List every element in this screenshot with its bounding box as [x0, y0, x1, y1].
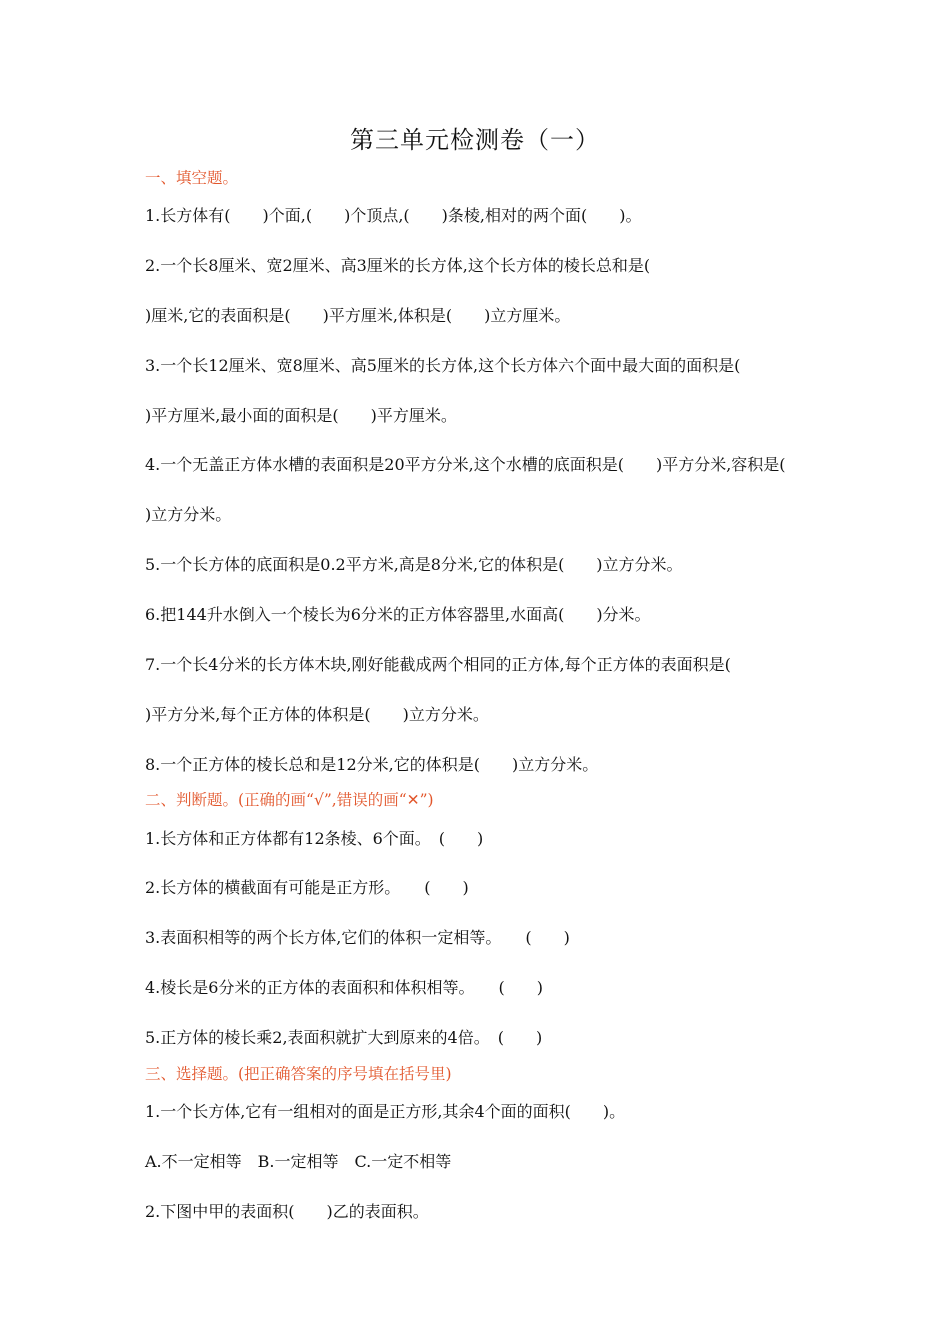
- section-heading-true-false: 二、判断题。(正确的画“√”,错误的画“✕”): [145, 791, 434, 809]
- section-heading-fill-in: 一、填空题。: [145, 169, 239, 187]
- choice-options: A.不一定相等 B.一定相等 C.一定不相等: [145, 1152, 452, 1171]
- question-line: 4.一个无盖正方体水槽的表面积是20平方分米,这个水槽的底面积是( )平方分米,容积是(: [145, 455, 786, 474]
- question-line: 3.表面积相等的两个长方体,它们的体积一定相等。 ( ): [145, 928, 570, 947]
- question-line: 4.棱长是6分米的正方体的表面积和体积相等。 ( ): [145, 978, 543, 997]
- question-line: )立方分米。: [145, 505, 232, 524]
- question-line: 5.正方体的棱长乘2,表面积就扩大到原来的4倍。 ( ): [145, 1028, 543, 1047]
- question-line: 1.一个长方体,它有一组相对的面是正方形,其余4个面的面积( )。: [145, 1102, 626, 1121]
- section-heading-multiple-choice: 三、选择题。(把正确答案的序号填在括号里): [145, 1065, 452, 1083]
- question-line: )平方分米,每个正方体的体积是( )立方分米。: [145, 705, 489, 724]
- page-title: 第三单元检测卷（一）: [350, 126, 600, 154]
- question-line: 1.长方体和正方体都有12条棱、6个面。 ( ): [145, 829, 484, 848]
- question-line: 3.一个长12厘米、宽8厘米、高5厘米的长方体,这个长方体六个面中最大面的面积是(: [145, 356, 741, 375]
- question-line: )厘米,它的表面积是( )平方厘米,体积是( )立方厘米。: [145, 306, 571, 325]
- question-line: 8.一个正方体的棱长总和是12分米,它的体积是( )立方分米。: [145, 755, 599, 774]
- question-line: 5.一个长方体的底面积是0.2平方米,高是8分米,它的体积是( )立方分米。: [145, 555, 683, 574]
- question-line: 2.长方体的横截面有可能是正方形。 ( ): [145, 878, 469, 897]
- question-line: 1.长方体有( )个面,( )个顶点,( )条棱,相对的两个面( )。: [145, 206, 642, 225]
- question-line: )平方厘米,最小面的面积是( )平方厘米。: [145, 406, 457, 425]
- question-line: 6.把144升水倒入一个棱长为6分米的正方体容器里,水面高( )分米。: [145, 605, 651, 624]
- question-line: 2.一个长8厘米、宽2厘米、高3厘米的长方体,这个长方体的棱长总和是(: [145, 256, 651, 275]
- question-line: 2.下图中甲的表面积( )乙的表面积。: [145, 1202, 429, 1221]
- question-line: 7.一个长4分米的长方体木块,刚好能截成两个相同的正方体,每个正方体的表面积是(: [145, 655, 731, 674]
